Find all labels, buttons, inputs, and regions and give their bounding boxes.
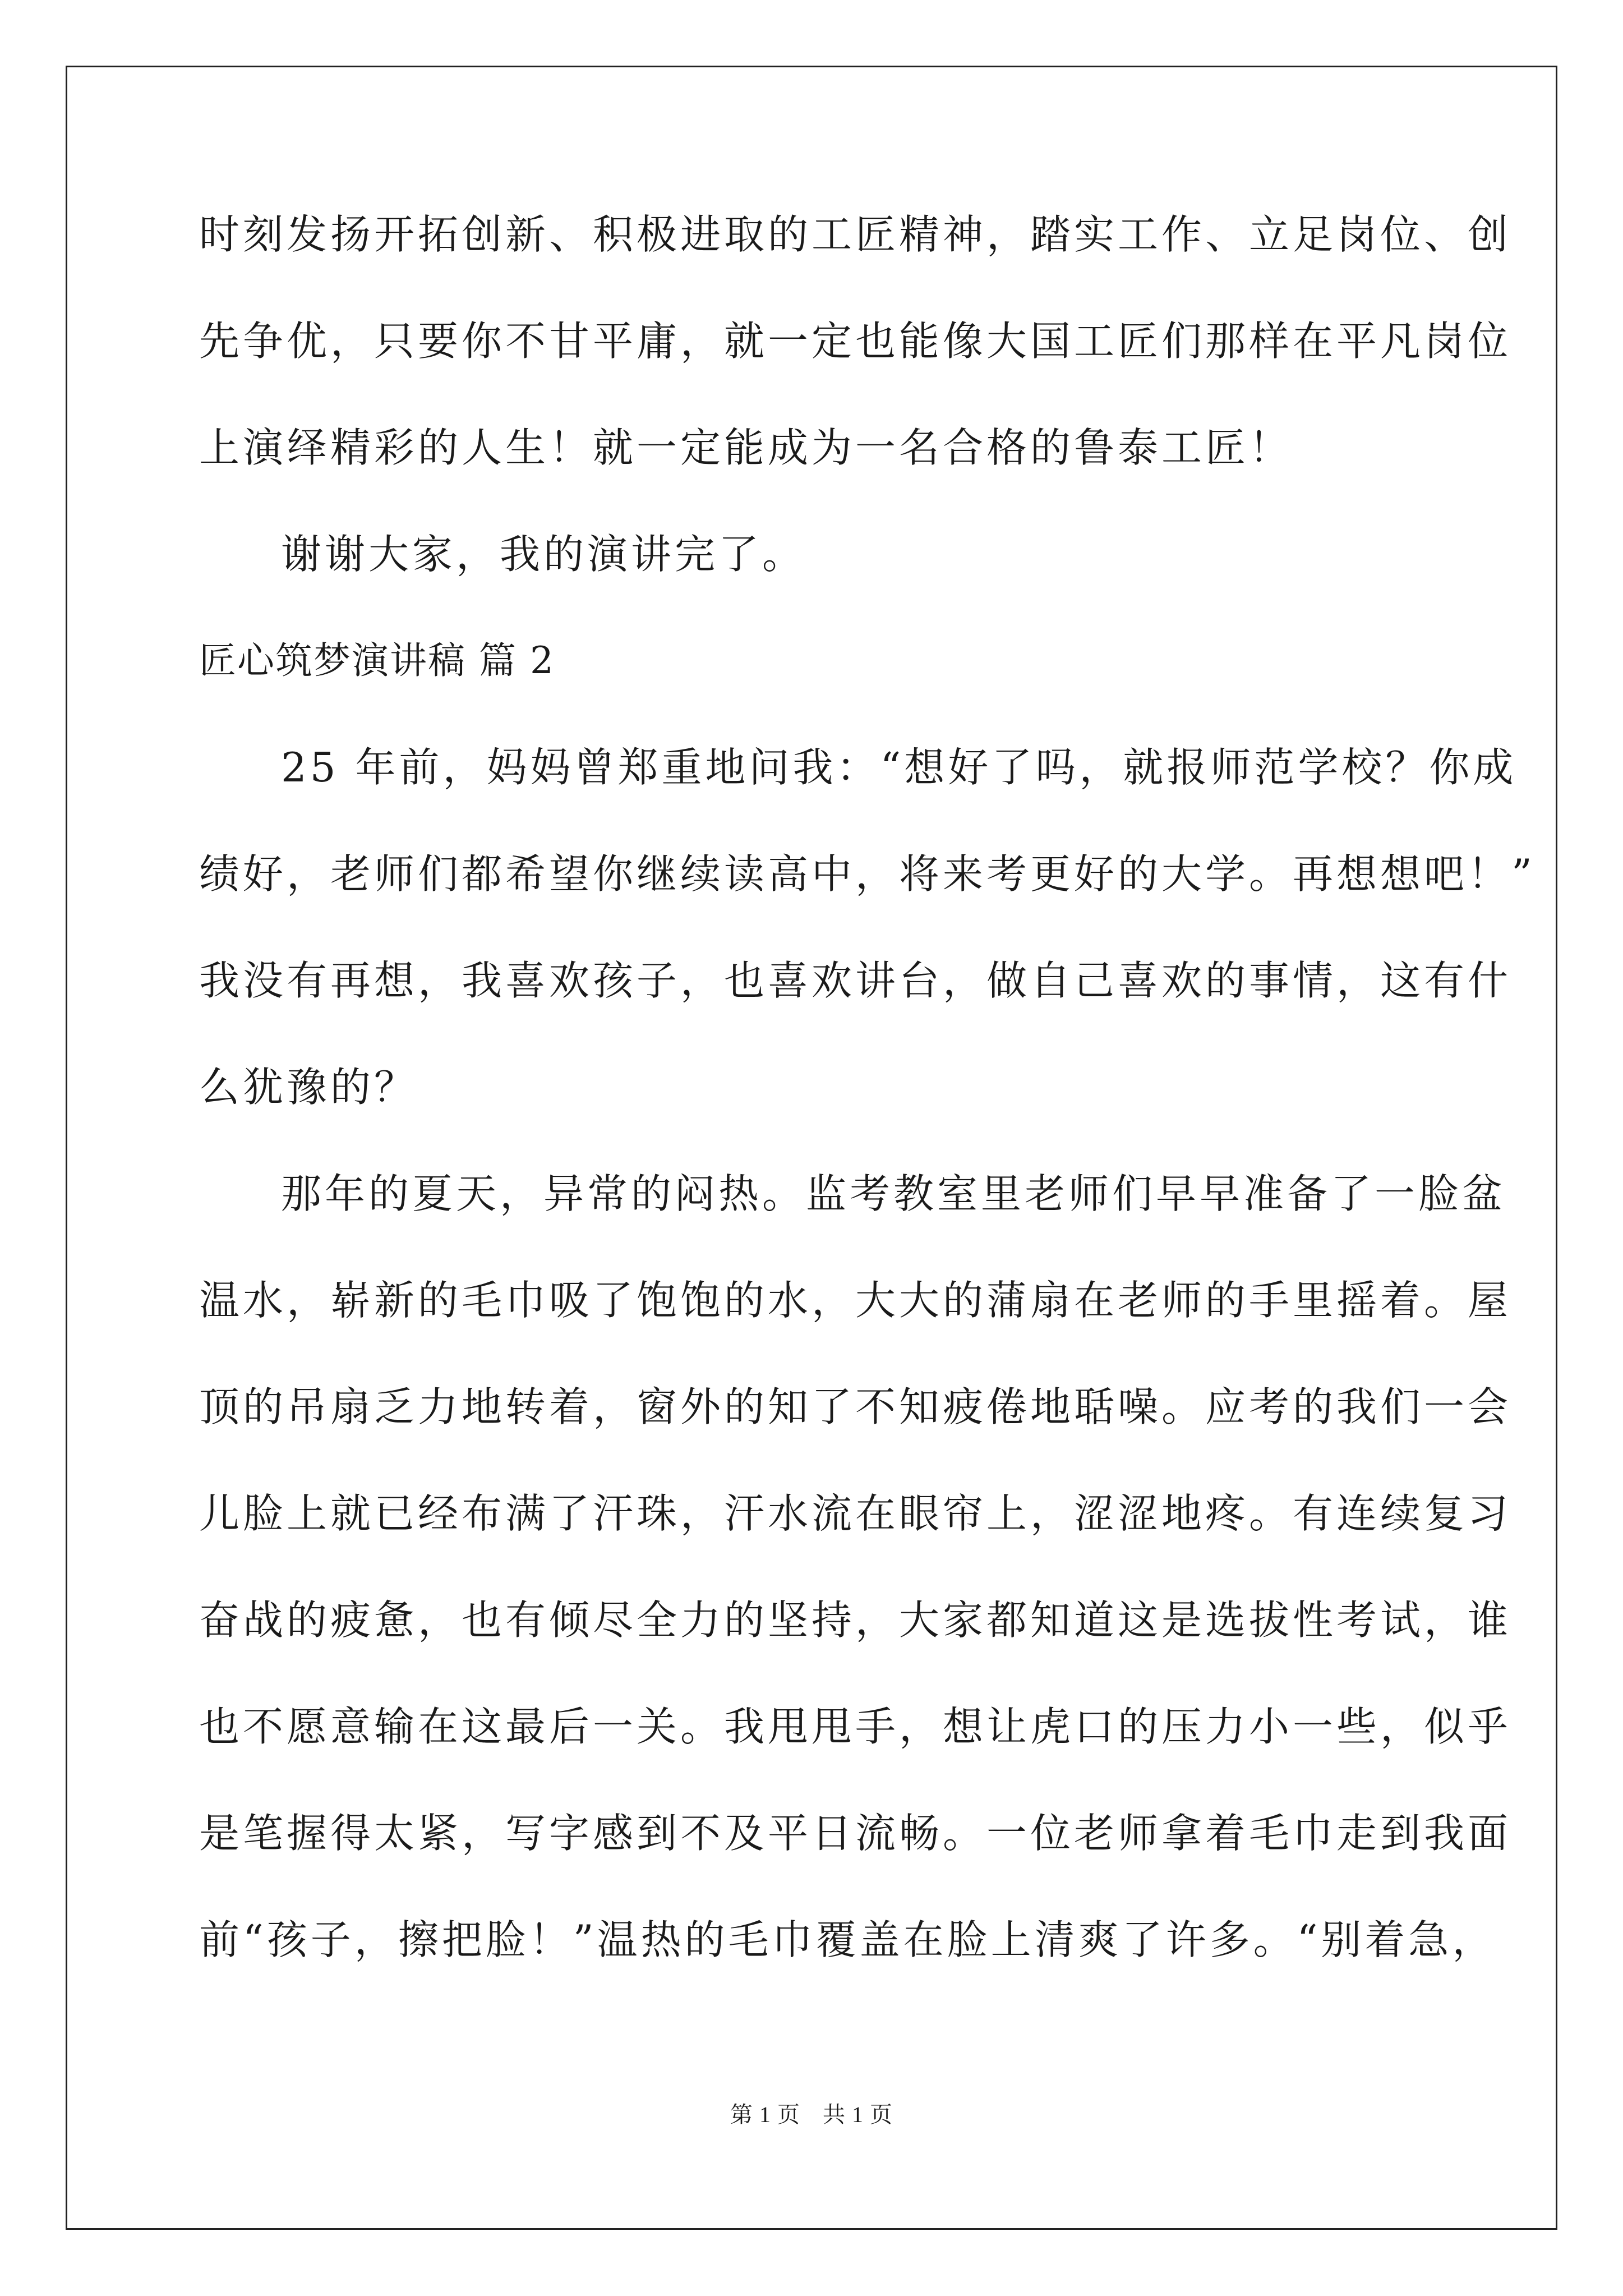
body-line: 绩好，老师们都希望你继续读高中，将来考更好的大学。再想想吧！”	[199, 850, 1536, 898]
body-line: 先争优，只要你不甘平庸，就一定也能像大国工匠们那样在平凡岗位	[199, 318, 1512, 365]
body-line: 上演绎精彩的人生！就一定能成为一名合格的鲁泰工匠！	[199, 424, 1293, 471]
body-line: 么犹豫的？	[199, 1064, 418, 1111]
section-heading: 匠心筑梦演讲稿 篇 2	[199, 639, 555, 682]
body-line: 前“孩子，擦把脸！”温热的毛巾覆盖在脸上清爽了许多。“别着急，	[199, 1916, 1496, 1963]
body-line: 我没有再想，我喜欢孩子，也喜欢讲台，做自己喜欢的事情，这有什	[199, 957, 1512, 1004]
page-number: 第 1 页	[730, 2102, 800, 2127]
body-line: 时刻发扬开拓创新、积极进取的工匠精神，踏实工作、立足岗位、创	[199, 211, 1512, 258]
body-line: 温水，崭新的毛巾吸了饱饱的水，大大的蒲扇在老师的手里摇着。屋	[199, 1277, 1512, 1324]
body-line: 儿脸上就已经布满了汗珠，汗水流在眼帘上，涩涩地疼。有连续复习	[199, 1490, 1512, 1537]
page-footer	[0, 2101, 1623, 2129]
body-line: 也不愿意输在这最后一关。我甩甩手，想让虎口的压力小一些，似乎	[199, 1703, 1512, 1750]
body-line: 那年的夏天，异常的闷热。监考教室里老师们早早准备了一脸盆	[281, 1170, 1506, 1217]
body-line: 谢谢大家，我的演讲完了。	[281, 531, 806, 578]
body-line: 是笔握得太紧，写字感到不及平日流畅。一位老师拿着毛巾走到我面	[199, 1810, 1512, 1857]
body-line: 奋战的疲惫，也有倾尽全力的坚持，大家都知道这是选拔性考试，谁	[199, 1596, 1512, 1644]
total-pages: 共 1 页	[823, 2102, 893, 2127]
document-body	[199, 208, 1536, 1967]
body-line: 顶的吊扇乏力地转着，窗外的知了不知疲倦地聒噪。应考的我们一会	[199, 1383, 1512, 1430]
body-line: 25 年前，妈妈曾郑重地问我：“想好了吗，就报师范学校？你成	[281, 744, 1517, 791]
